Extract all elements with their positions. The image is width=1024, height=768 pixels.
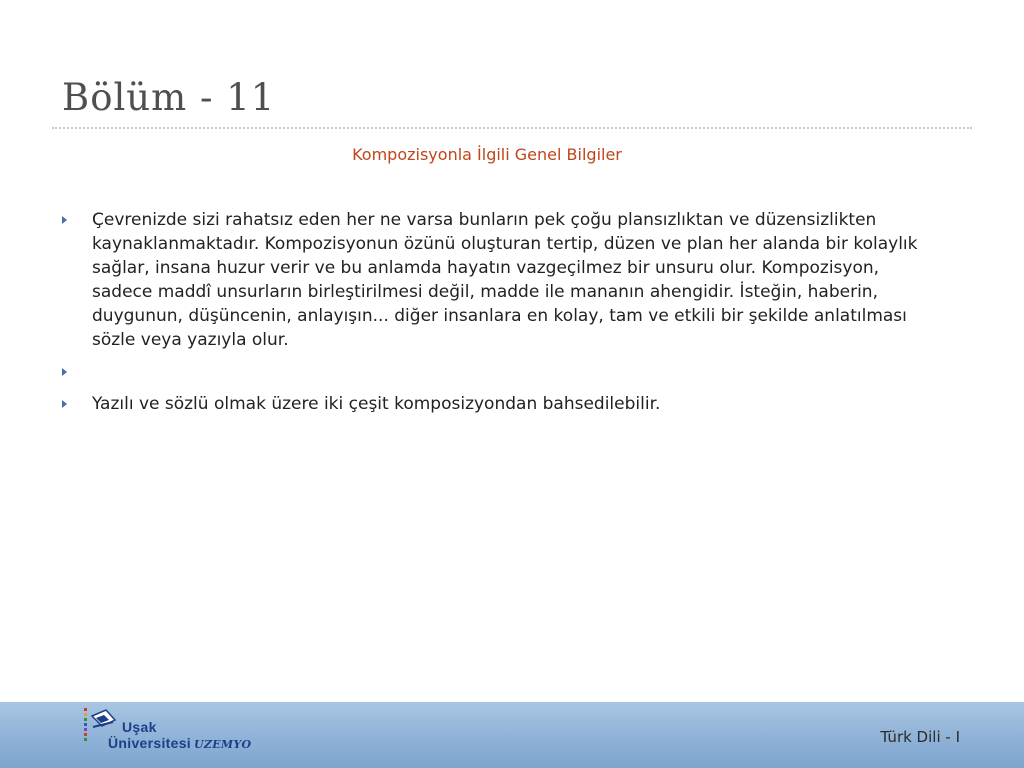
logo-text-line1: Uşak	[122, 719, 157, 735]
bullet-list	[62, 208, 932, 424]
title-divider	[52, 127, 972, 129]
bullet-text: Yazılı ve sözlü olmak üzere iki çeşit komposizyondan bahsedilebilir.	[92, 394, 661, 414]
footer-band	[0, 702, 1024, 768]
slide-subtitle: Kompozisyonla İlgili Genel Bilgiler	[352, 145, 622, 164]
bullet-item	[62, 392, 932, 416]
bullet-item	[62, 360, 932, 384]
triangle-right-icon	[62, 216, 67, 224]
triangle-right-icon	[62, 368, 67, 376]
logo-suffix: UZEMYO	[193, 738, 252, 751]
triangle-right-icon	[62, 400, 67, 408]
logo-university-name: Üniversitesi	[108, 735, 191, 751]
bullet-item	[62, 208, 932, 352]
university-logo	[82, 706, 252, 760]
slide-title: Bölüm - 11	[62, 76, 276, 119]
logo-text-line2	[108, 735, 251, 751]
course-label: Türk Dili - I	[880, 728, 960, 746]
bullet-text: Çevrenizde sizi rahatsız eden her ne varsa bunların pek çoğu plansızlıktan ve düzensizlikten kaynaklanmaktadır. Kompozisyonun özünü oluşturan tertip, düzen ve plan her alanda bir kolaylık sağlar, insana huzur verir ve bu anlamda hayatın vazgeçilmez bir unsuru olur. Kompozisyon, sadece maddî unsurların birleştirilmesi değil, madde ile mananın ahengidir. İsteğin, haberin, duygunun, düşüncenin, anlayışın... diğer insanlara en kolay, tam ve etkili bir şekilde anlatılması sözle veya yazıyla olur.	[92, 210, 918, 350]
